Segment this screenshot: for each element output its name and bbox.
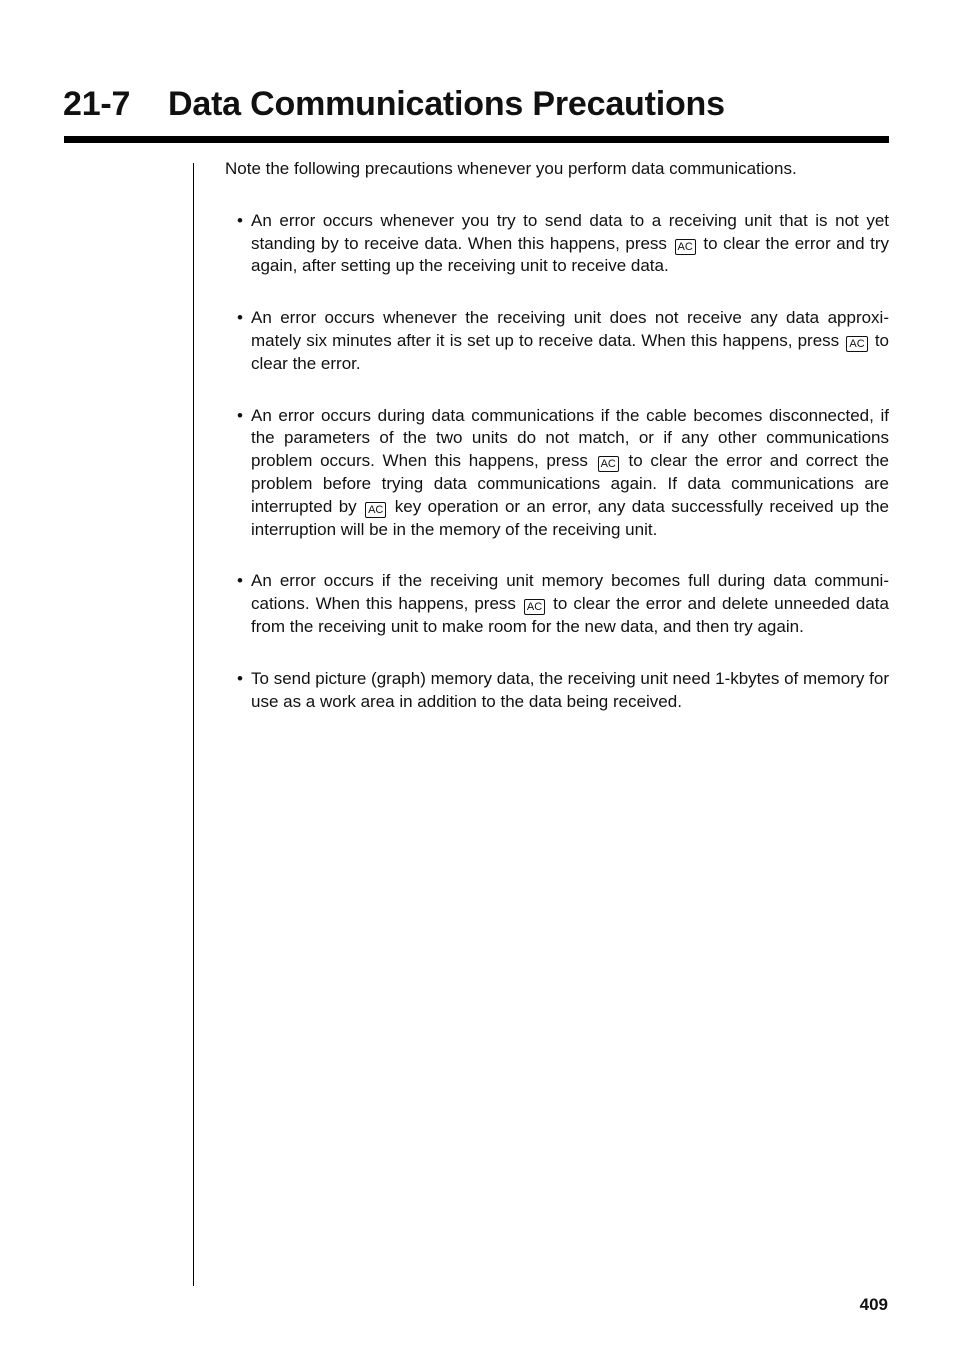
ac-key-icon: AC bbox=[598, 456, 619, 472]
ac-key-icon: AC bbox=[524, 599, 545, 615]
precaution-text: An error occurs during data communications if the cable becomes disconnected, if the parameters of the two units do not match, or if any other communications problem occurs. When this happens, press bbox=[251, 405, 889, 471]
precaution-text: An error occurs if the receiving unit memory becomes full during data communi-cations. When this happens, press bbox=[251, 571, 889, 614]
precaution-text: to clear the error and try again, after setting up the receiving unit to receive data. bbox=[251, 233, 890, 276]
ac-key-icon: AC bbox=[846, 336, 867, 352]
precaution-text: to clear the error and correct the problem before trying data communications again. If data communications are interrupted by bbox=[251, 451, 889, 516]
precaution-text: An error occurs whenever the receiving unit does not receive any data approxi-mately six minutes after it is set up to receive data. When this happens, press bbox=[251, 308, 889, 350]
precautions-list bbox=[225, 210, 889, 714]
precaution-text: to clear the error. bbox=[251, 330, 889, 373]
precaution-text: to clear the error and delete unneeded data from the receiving unit to make room for the new data, and then try again. bbox=[251, 594, 889, 636]
ac-key-icon: AC bbox=[675, 239, 696, 255]
precaution-item-1 bbox=[251, 210, 889, 278]
intro-paragraph: Note the following precautions whenever you perform data communications. bbox=[225, 159, 797, 178]
precaution-item-5 bbox=[251, 668, 889, 714]
main-content bbox=[225, 158, 889, 742]
title-rule bbox=[64, 136, 889, 143]
precaution-item-4 bbox=[251, 570, 889, 638]
page-title bbox=[63, 82, 725, 126]
ac-key-icon: AC bbox=[365, 502, 386, 518]
left-margin-rule bbox=[193, 163, 194, 1286]
precaution-text: An error occurs whenever you try to send data to a receiving unit that is not yet standing by to receive data. When this happens, press bbox=[251, 210, 889, 253]
precaution-item-2 bbox=[251, 307, 889, 375]
page-number: 409 bbox=[859, 1295, 888, 1314]
section-number: 21-7 bbox=[63, 85, 131, 123]
section-title: Data Communications Precautions bbox=[168, 85, 725, 123]
precaution-text: key operation or an error, any data successfully received up the interruption will be in the memory of the receiving unit. bbox=[251, 496, 889, 539]
precaution-text: To send picture (graph) memory data, the receiving unit need 1-kbytes of memory for use as a work area in addition to the data being received. bbox=[251, 668, 889, 711]
precaution-item-3 bbox=[251, 405, 889, 542]
